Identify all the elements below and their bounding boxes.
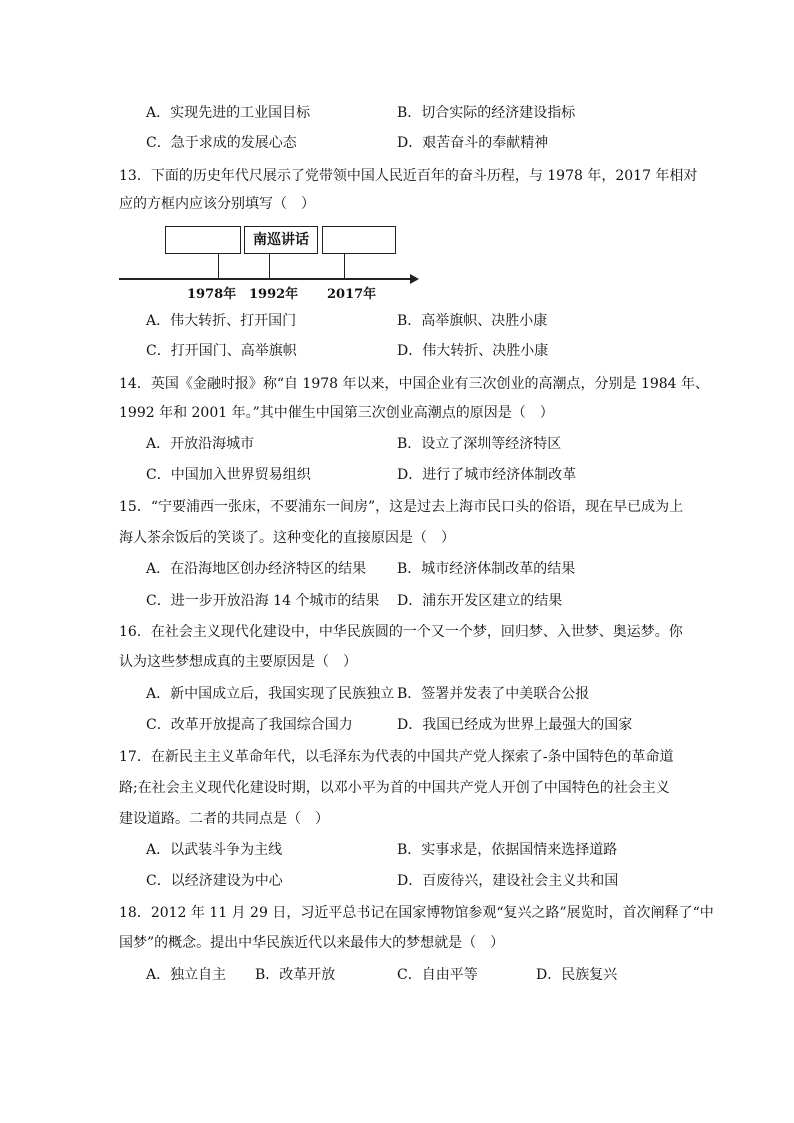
timeline-box-1978 <box>165 226 241 254</box>
q14-option-b: B．设立了深圳等经济特区 <box>397 436 562 452</box>
q12-option-d: D．艰苦奋斗的奉献精神 <box>397 135 549 151</box>
q16-option-c: C．改革开放提高了我国综合国力 <box>146 717 353 733</box>
q14-option-a: A．开放沿海城市 <box>146 436 255 452</box>
q15-stem-line2: 海人茶余饭后的笑谈了。这种变化的直接原因是（ ） <box>119 530 455 546</box>
q12-option-a: A．实现先进的工业国目标 <box>146 105 311 121</box>
q14-option-d: D．进行了城市经济体制改革 <box>397 467 577 483</box>
q13-stem-line2: 应的方框内应该分别填写（ ） <box>119 196 315 212</box>
q16-stem-line1: 16．在社会主义现代化建设中，中华民族圆的一个又一个梦，回归梦、入世梦、奥运梦。你 <box>119 624 683 640</box>
q17-option-a: A．以武装斗争为主线 <box>146 842 283 858</box>
q18-stem-line2: 国梦”的概念。提出中华民族近代以来最伟大的梦想就是（ ） <box>119 935 505 951</box>
q15-option-c: C．进一步开放沿海 14 个城市的结果 <box>146 593 380 609</box>
q13-option-b: B．高举旗帜、决胜小康 <box>397 313 548 329</box>
q13-option-a: A．伟大转折、打开国门 <box>146 313 297 329</box>
q18-option-b: B．改革开放 <box>255 967 336 983</box>
q18-option-a: A．独立自主 <box>146 967 227 983</box>
q15-option-a: A．在沿海地区创办经济特区的结果 <box>146 561 367 577</box>
q14-stem-line1: 14．英国《金融时报》称“自 1978 年以来，中国企业有三次创业的高潮点，分别是 1984 年、 <box>119 376 710 392</box>
timeline-axis <box>119 278 411 280</box>
q16-stem-line2: 认为这些梦想成真的主要原因是（ ） <box>119 654 357 670</box>
tick-1978 <box>218 254 219 278</box>
year-label-1992: 1992年 <box>249 287 299 302</box>
q14-stem-line2: 1992 年和 2001 年。”其中催生中国第三次创业高潮点的原因是（ ） <box>119 405 554 421</box>
tick-2017 <box>344 254 345 278</box>
q15-option-b: B．城市经济体制改革的结果 <box>397 561 576 577</box>
year-label-2017: 2017年 <box>327 287 377 302</box>
q18-option-d: D．民族复兴 <box>536 967 618 983</box>
q13-stem-line1: 13．下面的历史年代尺展示了党带领中国人民近百年的奋斗历程，与 1978 年，2017 年相对 <box>119 168 698 184</box>
q12-option-b: B．切合实际的经济建设指标 <box>397 105 576 121</box>
q17-stem-line2: 路;在社会主义现代化建设时期，以邓小平为首的中国共产党人开创了中国特色的社会主义 <box>119 780 670 796</box>
q17-option-b: B．实事求是，依据国情来选择道路 <box>397 842 618 858</box>
q13-timeline <box>119 222 421 302</box>
q17-stem-line1: 17．在新民主主义革命年代，以毛泽东为代表的中国共产党人探索了-条中国特色的革命道 <box>119 749 674 765</box>
tick-1992 <box>269 254 270 278</box>
q17-option-d: D．百废待兴，建设社会主义共和国 <box>397 873 619 889</box>
q14-option-c: C．中国加入世界贸易组织 <box>146 467 311 483</box>
q15-stem-line1: 15．“宁要浦西一张床，不要浦东一间房”，这是过去上海市民口头的俗语，现在早已成为上 <box>119 499 684 515</box>
q16-option-b: B．签署并发表了中美联合公报 <box>397 686 590 702</box>
q16-option-d: D．我国已经成为世界上最强大的国家 <box>397 717 633 733</box>
q18-option-c: C．自由平等 <box>397 967 478 983</box>
timeline-arrow-icon <box>410 274 419 284</box>
q15-option-d: D．浦东开发区建立的结果 <box>397 593 563 609</box>
q12-option-c: C．急于求成的发展心态 <box>146 135 297 151</box>
year-label-1978: 1978年 <box>187 287 237 302</box>
q13-option-c: C．打开国门、高举旗帜 <box>146 343 297 359</box>
q16-option-a: A．新中国成立后，我国实现了民族独立 <box>146 686 395 702</box>
timeline-box-1992: 南巡讲话 <box>244 226 318 254</box>
q17-stem-line3: 建设道路。二者的共同点是（ ） <box>119 811 329 827</box>
q18-stem-line1: 18．2012 年 11 月 29 日，习近平总书记在国家博物馆参观“复兴之路”展览时，首次阐释了“中 <box>119 905 714 921</box>
q13-option-d: D．伟大转折、决胜小康 <box>397 343 549 359</box>
q17-option-c: C．以经济建设为中心 <box>146 873 283 889</box>
timeline-box-2017 <box>322 226 396 254</box>
